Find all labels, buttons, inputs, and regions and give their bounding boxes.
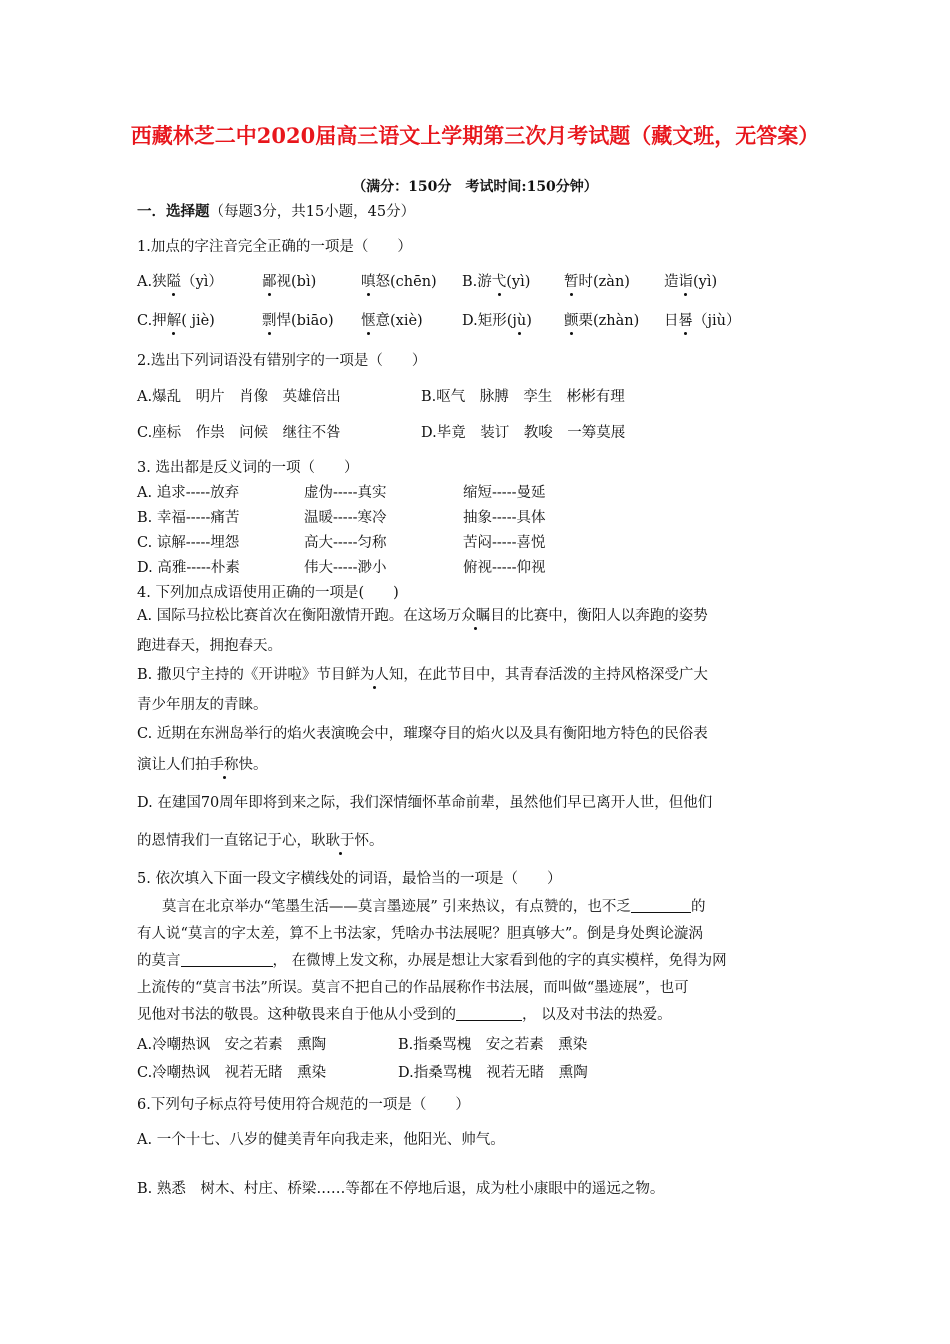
- q1-stem: 1.加点的字注音完全正确的一项是（ ）: [137, 239, 412, 255]
- q5-passage-line1: 莫言在北京举办“笔墨生活——莫言墨迹展” 引来热议，有点赞的，也不乏 的: [162, 899, 706, 915]
- q4-option-c-line2: 演让人们拍手称快。: [137, 757, 268, 773]
- q5-option-a: A.冷嘲热讽 安之若素 熏陶: [137, 1037, 327, 1053]
- q2-option-c: C.座标 作祟 问候 继往不咎: [137, 425, 341, 441]
- q4-option-c-line1: C. 近期在东洲岛举行的焰火表演晚会中，璀璨夺目的焰火以及具有衡阳地方特色的民俗表: [137, 726, 708, 742]
- q2-option-b: B.呕气 脉膊 孪生 彬彬有理: [421, 389, 625, 405]
- q3-row-a-1: A. 追求-----放弃: [137, 485, 240, 501]
- q1-option-a-2: 鄙视(bì): [262, 274, 317, 290]
- q3-row-c-3: 苦闷-----喜悦: [463, 535, 546, 551]
- q4-stem: 4. 下列加点成语使用正确的一项是( ): [137, 585, 399, 601]
- q3-row-b-1: B. 幸福-----痛苦: [137, 510, 240, 526]
- q5-passage-line4: 上流传的“莫言书法”所误。莫言不把自己的作品展称作书法展，而叫做“墨迹展”，也可: [137, 980, 689, 996]
- q4-option-b-line1: B. 撒贝宁主持的《开讲啦》节目鲜为人知，在此节目中，其青春活泼的主持风格深受广大: [137, 667, 708, 683]
- q5-passage-line5: 见他对书法的敬畏。这种敬畏来自于他从小受到的 ， 以及对书法的热爱。: [137, 1007, 672, 1023]
- q6-option-a: A. 一个十七、八岁的健美青年向我走来，他阳光、帅气。: [137, 1132, 505, 1148]
- q1-option-b-3: 造诣(yì): [664, 274, 718, 290]
- section-title: 一．选择题: [137, 203, 210, 220]
- q2-stem: 2.选出下列词语没有错别字的一项是（ ）: [137, 353, 427, 369]
- q5-passage-line2: 有人说“莫言的字太差，算不上书法家，凭啥办书法展呢？胆真够大”。倒是身处舆论漩涡: [137, 926, 703, 942]
- q4-option-d-line1: D. 在建国70周年即将到来之际，我们深情缅怀革命前辈，虽然他们早已离开人世，但他们: [137, 795, 713, 811]
- q1-option-a-3: 嗔怒(chēn): [361, 274, 437, 290]
- q3-row-c-2: 高大-----匀称: [304, 535, 387, 551]
- page-title: 西藏林芝二中2020届高三语文上学期第三次月考试题（藏文班，无答案）: [130, 123, 820, 148]
- q3-row-d-3: 俯视-----仰视: [463, 560, 546, 576]
- q4-option-d-line2: 的恩情我们一直铭记于心，耿耿于怀。: [137, 833, 384, 849]
- blank-2: [181, 951, 273, 967]
- q3-row-d-1: D. 高雅-----朴素: [137, 560, 240, 576]
- q2-option-d: D.毕竟 装订 教唆 一筹莫展: [421, 425, 626, 441]
- q1-option-c: C.押解( jiè): [137, 313, 215, 329]
- q3-row-b-3: 抽象-----具体: [463, 510, 546, 526]
- q1-option-a: A.狭隘（yì）: [137, 274, 223, 290]
- q4-option-b-line2: 青少年朋友的青睐。: [137, 697, 268, 713]
- blank-3: [456, 1005, 522, 1021]
- q4-option-a-line1: A. 国际马拉松比赛首次在衡阳激情开跑。在这场万众瞩目的比赛中，衡阳人以奔跑的姿势: [137, 608, 708, 624]
- q1-option-b-2: 暂时(zàn): [564, 274, 630, 290]
- q5-option-c: C.冷嘲热讽 视若无睹 熏染: [137, 1065, 327, 1081]
- q3-row-c-1: C. 谅解-----埋怨: [137, 535, 240, 551]
- blank-1: [631, 897, 691, 913]
- q3-stem: 3. 选出都是反义词的一项（ ）: [137, 460, 359, 476]
- q1-option-d-2: 颤栗(zhàn): [564, 313, 640, 329]
- q3-row-a-2: 虚伪-----真实: [304, 485, 387, 501]
- q5-option-b: B.指桑骂槐 安之若素 熏染: [398, 1037, 588, 1053]
- q3-row-d-2: 伟大-----渺小: [304, 560, 387, 576]
- q2-option-a: A.爆乱 明片 肖像 英雄倍出: [137, 389, 341, 405]
- q4-option-a-line2: 跑进春天，拥抱春天。: [137, 638, 282, 654]
- section-heading: [137, 202, 415, 222]
- q1-option-b: B.游弋(yì): [462, 274, 531, 290]
- q1-option-d-3: 日晷（jiù）: [664, 313, 741, 329]
- q3-row-a-3: 缩短-----曼延: [463, 485, 546, 501]
- page-subtitle: （满分：150分 考试时间:150分钟）: [352, 179, 598, 195]
- q1-option-c-2: 剽悍(biāo): [262, 313, 334, 329]
- q6-stem: 6.下列句子标点符号使用符合规范的一项是（ ）: [137, 1097, 470, 1113]
- section-note: （每题3分，共15小题，45分）: [209, 204, 416, 220]
- q6-option-b: B. 熟悉 树木、村庄、桥梁……等都在不停地后退，成为杜小康眼中的遥远之物。: [137, 1181, 665, 1197]
- q5-passage-line3: 的莫言 ， 在微博上发文称，办展是想让大家看到他的字的真实模样，免得为网: [137, 953, 727, 969]
- q3-row-b-2: 温暖-----寒冷: [304, 510, 387, 526]
- q5-option-d: D.指桑骂槐 视若无睹 熏陶: [398, 1065, 588, 1081]
- q5-stem: 5. 依次填入下面一段文字横线处的词语，最恰当的一项是（ ）: [137, 871, 562, 887]
- q1-option-d: D.矩形(jù): [462, 313, 532, 329]
- q1-option-c-3: 惬意(xiè): [361, 313, 423, 329]
